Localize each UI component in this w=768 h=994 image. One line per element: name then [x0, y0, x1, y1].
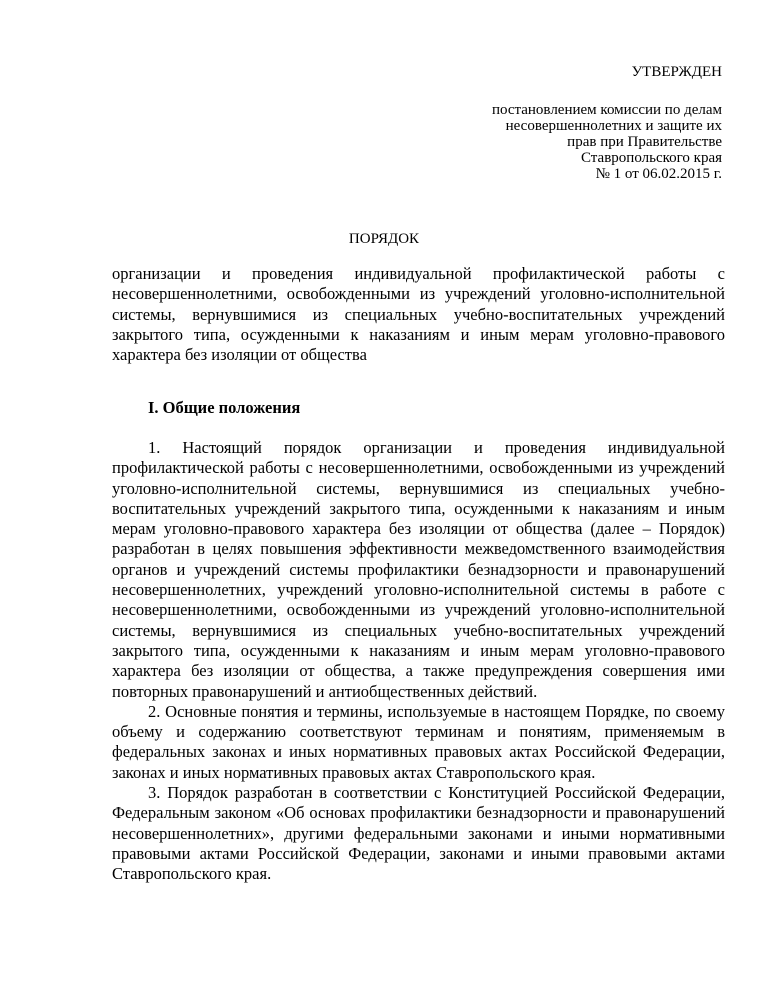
document-subtitle: организации и проведения индивидуальной профилактической работы с несовершеннолетними, освобожденными из учреждений уголовно-исполнительной системы, вернувшимися из специальных учебно-воспитательных учреждений закрытого типа, осужденными к наказаниям и иным мерам уголовно-правового характера без изоляции от общества: [112, 264, 725, 365]
section-heading: I. Общие положения: [148, 398, 301, 417]
approval-stamp-block: [392, 64, 722, 182]
paragraph: 2. Основные понятия и термины, используемые в настоящем Порядке, по своему объему и содержанию соответствуют терминам и понятиям, применяемым в федеральных законах и иных нормативных правовых актах Российской Федерации, законах и иных нормативных правовых актах Ставропольского края.: [112, 701, 725, 782]
approval-line: Ставропольского края: [581, 150, 722, 166]
section-body: [112, 438, 725, 885]
approval-line: несовершеннолетних и защите их: [505, 118, 722, 134]
paragraph: 1. Настоящий порядок организации и проведения индивидуальной профилактической работы с несовершеннолетними, освобожденными из учреждений уголовно-исполнительной системы, вернувшимися из специальных учебно-воспитательных учреждений закрытого типа, осужденными к наказаниям и иным мерам уголовно-правового характера без изоляции от общества (далее – Порядок) разработан в целях повышения эффективности межведомственного взаимодействия органов и учреждений системы профилактики безнадзорности и правонарушений несовершеннолетних, учреждений уголовно-исполнительной системы в работе с несовершеннолетними, освобожденными из учреждений уголовно-исполнительной системы, вернувшимися из специальных учебно-воспитательных учреждений закрытого типа, осужденными к наказаниям и иным мерам уголовно-правового характера без изоляции от общества, а также предупреждения совершения ими повторных правонарушений и антиобщественных действий.: [112, 438, 725, 701]
paragraph: 3. Порядок разработан в соответствии с Конституцией Российской Федерации, Федеральным законом «Об основах профилактики безнадзорности и правонарушений несовершеннолетних», другими федеральными законами и иными нормативными правовыми актами Российской Федерации, законами и иными правовыми актами Ставропольского края.: [112, 783, 725, 884]
approval-line: № 1 от 06.02.2015 г.: [595, 166, 722, 182]
document-title: ПОРЯДОК: [348, 231, 420, 247]
approval-line: прав при Правительстве: [567, 134, 722, 150]
approved-label: УТВЕРЖДЕН: [631, 64, 722, 80]
approval-line: постановлением комиссии по делам: [491, 102, 722, 118]
